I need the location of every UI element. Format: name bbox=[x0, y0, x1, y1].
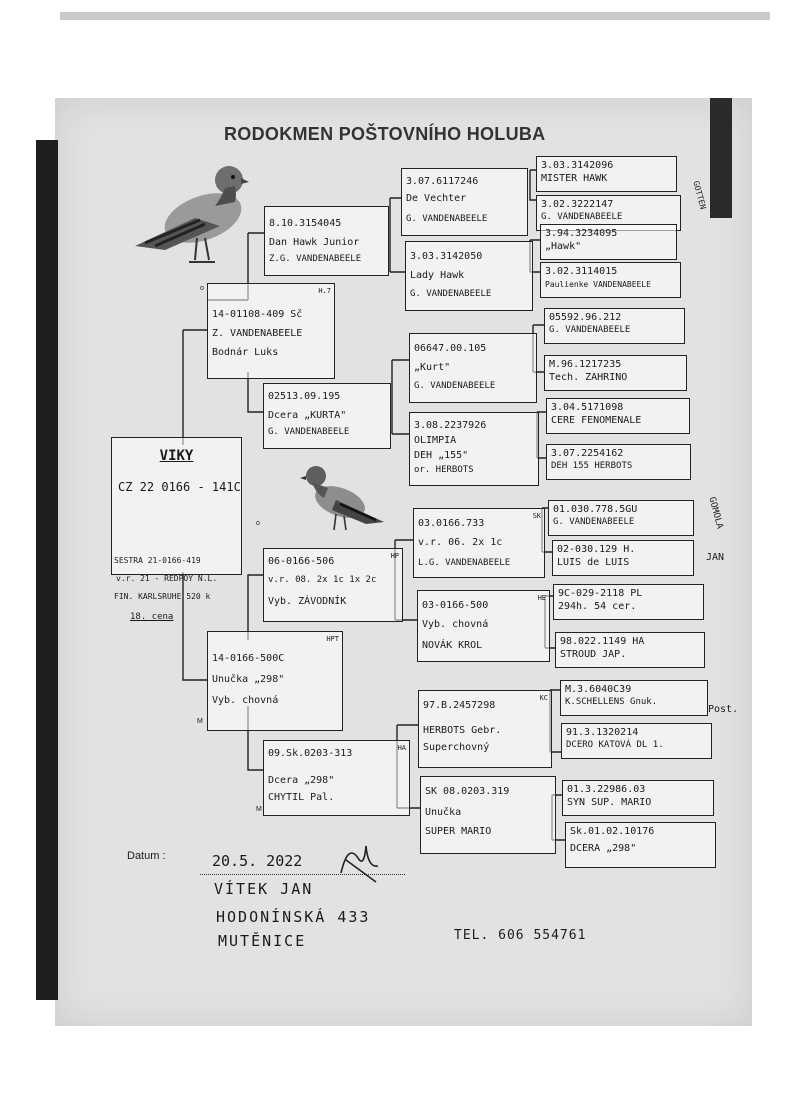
parent-dam-box: HPT 14-0166-500C Unučka „298" Vyb. chovná bbox=[207, 631, 343, 731]
g4-box-8: 3.07.2254162 DEH 155 HERBOTS bbox=[546, 444, 691, 480]
sex-marker: M bbox=[197, 718, 203, 725]
g4-box-4: 3.02.3114015 Paulienke VANDENABEELE bbox=[540, 262, 681, 298]
g4-box-11: 9C-029-2118 PL 294h. 54 cer. bbox=[553, 584, 704, 620]
g4-box-10: 02-030.129 H. LUIS de LUIS bbox=[552, 540, 694, 576]
side-note-2: GOMOLA bbox=[706, 496, 725, 530]
owner-street: HODONÍNSKÁ 433 bbox=[216, 908, 371, 926]
g4-box-6: M.96.1217235 Tech. ZAHRINO bbox=[544, 355, 687, 391]
ggp-box-2: 3.03.3142050 Lady Hawk G. VANDENABEELE bbox=[405, 241, 533, 311]
ggp-box-1: 3.07.6117246 De Vechter G. VANDENABEELE bbox=[401, 168, 528, 236]
sex-marker: o bbox=[200, 285, 204, 292]
subject-note-3: FIN. KARLSRUHE 520 k bbox=[114, 592, 211, 601]
grandparent-box-3: HP 06-0166-506 v.r. 08. 2x 1c 1x 2c Vyb. ZÁVODNÍK bbox=[263, 548, 403, 622]
subject-note-4: 18. cena bbox=[130, 612, 174, 622]
sex-marker: M bbox=[256, 806, 262, 813]
g4-box-12: 98.022.1149 HA STROUD JAP. bbox=[555, 632, 705, 668]
g4-box-15: 01.3.22986.03 SYN SUP. MARIO bbox=[562, 780, 714, 816]
subject-box bbox=[111, 437, 242, 575]
owner-name: VÍTEK JAN bbox=[214, 880, 314, 898]
g4-box-7: 3.04.5171098 CERE FENOMENALE bbox=[546, 398, 690, 434]
side-note-3: JAN bbox=[706, 552, 725, 563]
g4-box-9: 01.030.778.5GU G. VANDENABEELE bbox=[548, 500, 694, 536]
side-note-4: Post. bbox=[708, 704, 739, 715]
side-note-1: GOTTEN bbox=[691, 180, 708, 211]
grandparent-box-4: HA 09.Sk.0203-313 Dcera „298" CHYTIL Pal. bbox=[263, 740, 410, 816]
ggp-box-5: SK 03.0166.733 v.r. 06. 2x 1c L.G. VANDENABEELE bbox=[413, 508, 545, 578]
subject-name: VIKY bbox=[159, 448, 194, 464]
g4-box-14: 91.3.1320214 DCERO KATOVÁ DL 1. bbox=[561, 723, 712, 759]
ggp-box-6: HE 03-0166-500 Vyb. chovná NOVÁK KROL bbox=[417, 590, 550, 662]
date-label: Datum : bbox=[127, 850, 166, 862]
ggp-box-7: KC 97.B.2457298 HERBOTS Gebr. Superchovný bbox=[418, 690, 552, 768]
signature bbox=[336, 838, 386, 888]
sex-marker: o bbox=[256, 520, 260, 527]
subject-ring: CZ 22 0166 - 141C bbox=[118, 480, 241, 494]
g4-box-5: 05592.96.212 G. VANDENABEELE bbox=[544, 308, 685, 344]
grandparent-box-1: 8.10.3154045 Dan Hawk Junior Z.G. VANDENABEELE bbox=[264, 206, 389, 276]
subject-note-2: v.r. 21 - REDPOY N.L. bbox=[116, 574, 218, 583]
grandparent-box-2: 02513.09.195 Dcera „KURTA" G. VANDENABEELE bbox=[263, 383, 391, 449]
ggp-box-4: 3.08.2237926 OLIMPIA DEH „155" or. HERBOTS bbox=[409, 412, 539, 486]
document-title: RODOKMEN POŠTOVNÍHO HOLUBA bbox=[224, 124, 546, 144]
date-value: 20.5. 2022 bbox=[212, 852, 303, 870]
g4-box-3: 3.94.3234095 „Hawk" bbox=[540, 224, 677, 260]
ggp-box-3: 06647.00.105 „Kurt" G. VANDENABEELE bbox=[409, 333, 537, 403]
owner-town: MUTĚNICE bbox=[218, 932, 307, 950]
g4-box-1: 3.03.3142096 MISTER HAWK bbox=[536, 156, 677, 192]
g4-box-16: Sk.01.02.10176 DCERA „298" bbox=[565, 822, 716, 868]
g4-box-13: M.3.6040C39 K.SCHELLENS Gnuk. bbox=[560, 680, 708, 716]
subject-note-1: SESTRA 21-0166-419 bbox=[114, 556, 201, 565]
owner-phone: TEL. 606 554761 bbox=[454, 928, 587, 943]
ggp-box-8: SK 08.0203.319 Unučka SUPER MARIO bbox=[420, 776, 556, 854]
g4-box-2: 3.02.3222147 G. VANDENABEELE bbox=[536, 195, 681, 231]
parent-sire-box: H.7 14-01108-409 Sč Z. VANDENABEELE Bodnár Luks bbox=[207, 283, 335, 379]
